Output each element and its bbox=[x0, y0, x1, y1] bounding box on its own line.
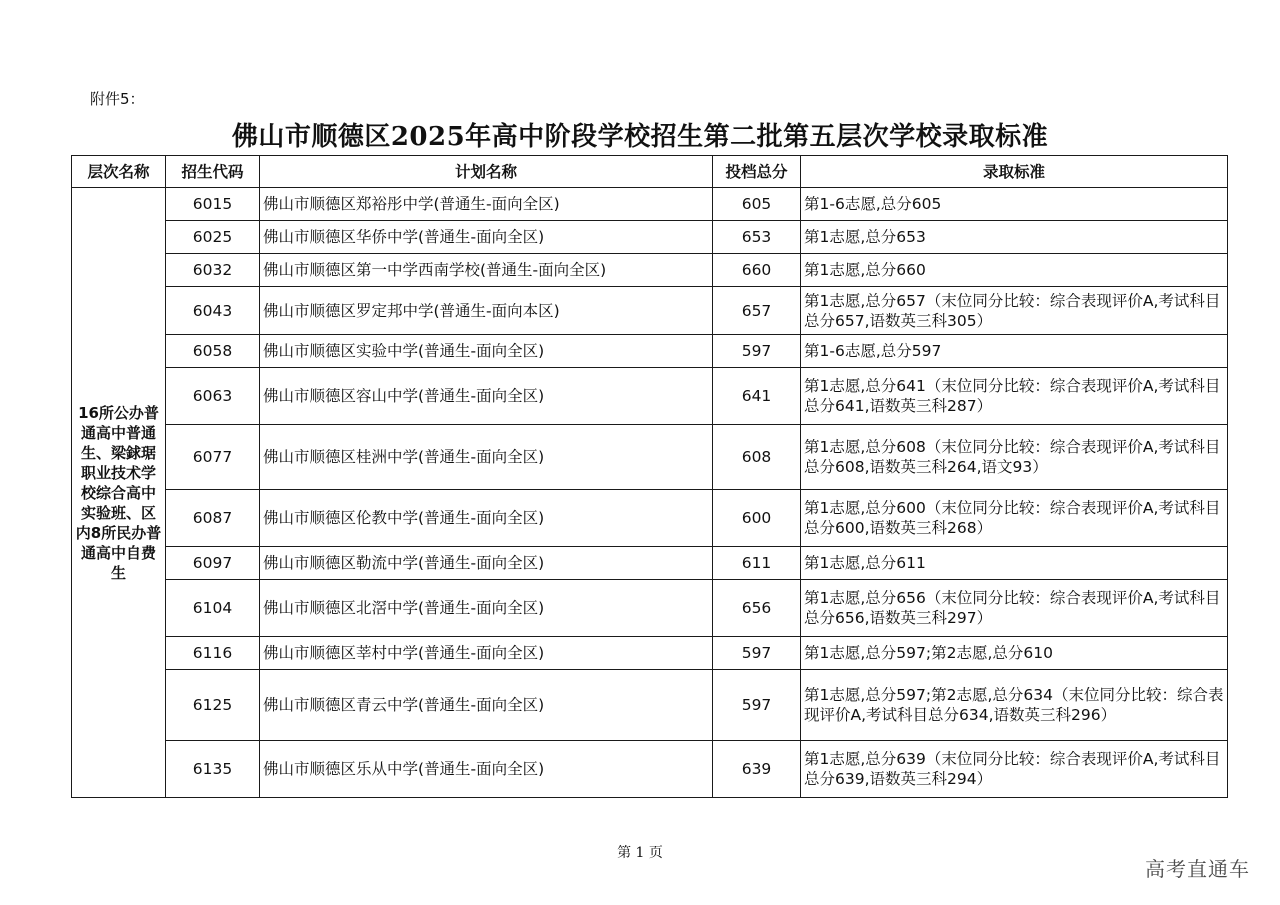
header-score: 投档总分 bbox=[713, 156, 801, 188]
standard-cell: 第1-6志愿,总分605 bbox=[801, 188, 1228, 221]
code-cell: 6043 bbox=[166, 287, 260, 335]
standard-cell: 第1志愿,总分657（末位同分比较：综合表现评价A,考试科目总分657,语数英三科305） bbox=[801, 287, 1228, 335]
score-cell: 653 bbox=[713, 221, 801, 254]
standard-cell: 第1志愿,总分641（末位同分比较：综合表现评价A,考试科目总分641,语数英三科287） bbox=[801, 368, 1228, 425]
code-cell: 6125 bbox=[166, 670, 260, 741]
header-code: 招生代码 bbox=[166, 156, 260, 188]
score-cell: 597 bbox=[713, 335, 801, 368]
plan-cell: 佛山市顺德区实验中学(普通生-面向全区) bbox=[260, 335, 713, 368]
table-row bbox=[72, 368, 1228, 425]
plan-cell: 佛山市顺德区容山中学(普通生-面向全区) bbox=[260, 368, 713, 425]
table-row bbox=[72, 490, 1228, 547]
code-cell: 6104 bbox=[166, 580, 260, 637]
standard-cell: 第1志愿,总分597;第2志愿,总分610 bbox=[801, 637, 1228, 670]
attachment-label: 附件5： bbox=[90, 90, 145, 108]
standard-cell: 第1志愿,总分660 bbox=[801, 254, 1228, 287]
score-cell: 597 bbox=[713, 670, 801, 741]
code-cell: 6077 bbox=[166, 425, 260, 490]
table-row bbox=[72, 221, 1228, 254]
standard-cell: 第1志愿,总分608（末位同分比较：综合表现评价A,考试科目总分608,语数英三科264,语文93） bbox=[801, 425, 1228, 490]
table-row bbox=[72, 580, 1228, 637]
watermark-text: 高考直通车 bbox=[1145, 857, 1250, 881]
header-plan: 计划名称 bbox=[260, 156, 713, 188]
table-row bbox=[72, 335, 1228, 368]
table-row bbox=[72, 670, 1228, 741]
code-cell: 6015 bbox=[166, 188, 260, 221]
admission-table bbox=[71, 155, 1228, 798]
plan-cell: 佛山市顺德区郑裕彤中学(普通生-面向全区) bbox=[260, 188, 713, 221]
score-cell: 657 bbox=[713, 287, 801, 335]
header-level: 层次名称 bbox=[72, 156, 166, 188]
plan-cell: 佛山市顺德区勒流中学(普通生-面向全区) bbox=[260, 547, 713, 580]
score-cell: 605 bbox=[713, 188, 801, 221]
code-cell: 6087 bbox=[166, 490, 260, 547]
score-cell: 597 bbox=[713, 637, 801, 670]
code-cell: 6116 bbox=[166, 637, 260, 670]
plan-cell: 佛山市顺德区伦教中学(普通生-面向全区) bbox=[260, 490, 713, 547]
page-number: 第 1 页 bbox=[617, 845, 663, 861]
standard-cell: 第1志愿,总分656（末位同分比较：综合表现评价A,考试科目总分656,语数英三科297） bbox=[801, 580, 1228, 637]
plan-cell: 佛山市顺德区第一中学西南学校(普通生-面向全区) bbox=[260, 254, 713, 287]
table-row bbox=[72, 425, 1228, 490]
table-row bbox=[72, 254, 1228, 287]
table-row bbox=[72, 287, 1228, 335]
score-cell: 660 bbox=[713, 254, 801, 287]
score-cell: 611 bbox=[713, 547, 801, 580]
header-standard: 录取标准 bbox=[801, 156, 1228, 188]
code-cell: 6135 bbox=[166, 741, 260, 798]
standard-cell: 第1志愿,总分611 bbox=[801, 547, 1228, 580]
plan-cell: 佛山市顺德区乐从中学(普通生-面向全区) bbox=[260, 741, 713, 798]
code-cell: 6058 bbox=[166, 335, 260, 368]
plan-cell: 佛山市顺德区莘村中学(普通生-面向全区) bbox=[260, 637, 713, 670]
table-row bbox=[72, 741, 1228, 798]
table-row bbox=[72, 637, 1228, 670]
plan-cell: 佛山市顺德区华侨中学(普通生-面向全区) bbox=[260, 221, 713, 254]
standard-cell: 第1志愿,总分639（末位同分比较：综合表现评价A,考试科目总分639,语数英三科294） bbox=[801, 741, 1228, 798]
code-cell: 6025 bbox=[166, 221, 260, 254]
score-cell: 641 bbox=[713, 368, 801, 425]
score-cell: 639 bbox=[713, 741, 801, 798]
plan-cell: 佛山市顺德区北滘中学(普通生-面向全区) bbox=[260, 580, 713, 637]
table-row bbox=[72, 188, 1228, 221]
score-cell: 656 bbox=[713, 580, 801, 637]
standard-cell: 第1志愿,总分653 bbox=[801, 221, 1228, 254]
score-cell: 600 bbox=[713, 490, 801, 547]
level-name-cell: 16所公办普通高中普通生、梁銶琚职业技术学校综合高中实验班、区内8所民办普通高中自费生 bbox=[72, 188, 166, 798]
plan-cell: 佛山市顺德区桂洲中学(普通生-面向全区) bbox=[260, 425, 713, 490]
code-cell: 6063 bbox=[166, 368, 260, 425]
table-header-row bbox=[72, 156, 1228, 188]
standard-cell: 第1志愿,总分600（末位同分比较：综合表现评价A,考试科目总分600,语数英三科268） bbox=[801, 490, 1228, 547]
code-cell: 6032 bbox=[166, 254, 260, 287]
document-title: 佛山市顺德区2025年高中阶段学校招生第二批第五层次学校录取标准 bbox=[231, 122, 1049, 152]
standard-cell: 第1-6志愿,总分597 bbox=[801, 335, 1228, 368]
plan-cell: 佛山市顺德区罗定邦中学(普通生-面向本区) bbox=[260, 287, 713, 335]
code-cell: 6097 bbox=[166, 547, 260, 580]
plan-cell: 佛山市顺德区青云中学(普通生-面向全区) bbox=[260, 670, 713, 741]
table-row bbox=[72, 547, 1228, 580]
standard-cell: 第1志愿,总分597;第2志愿,总分634（末位同分比较：综合表现评价A,考试科目总分634,语数英三科296） bbox=[801, 670, 1228, 741]
score-cell: 608 bbox=[713, 425, 801, 490]
